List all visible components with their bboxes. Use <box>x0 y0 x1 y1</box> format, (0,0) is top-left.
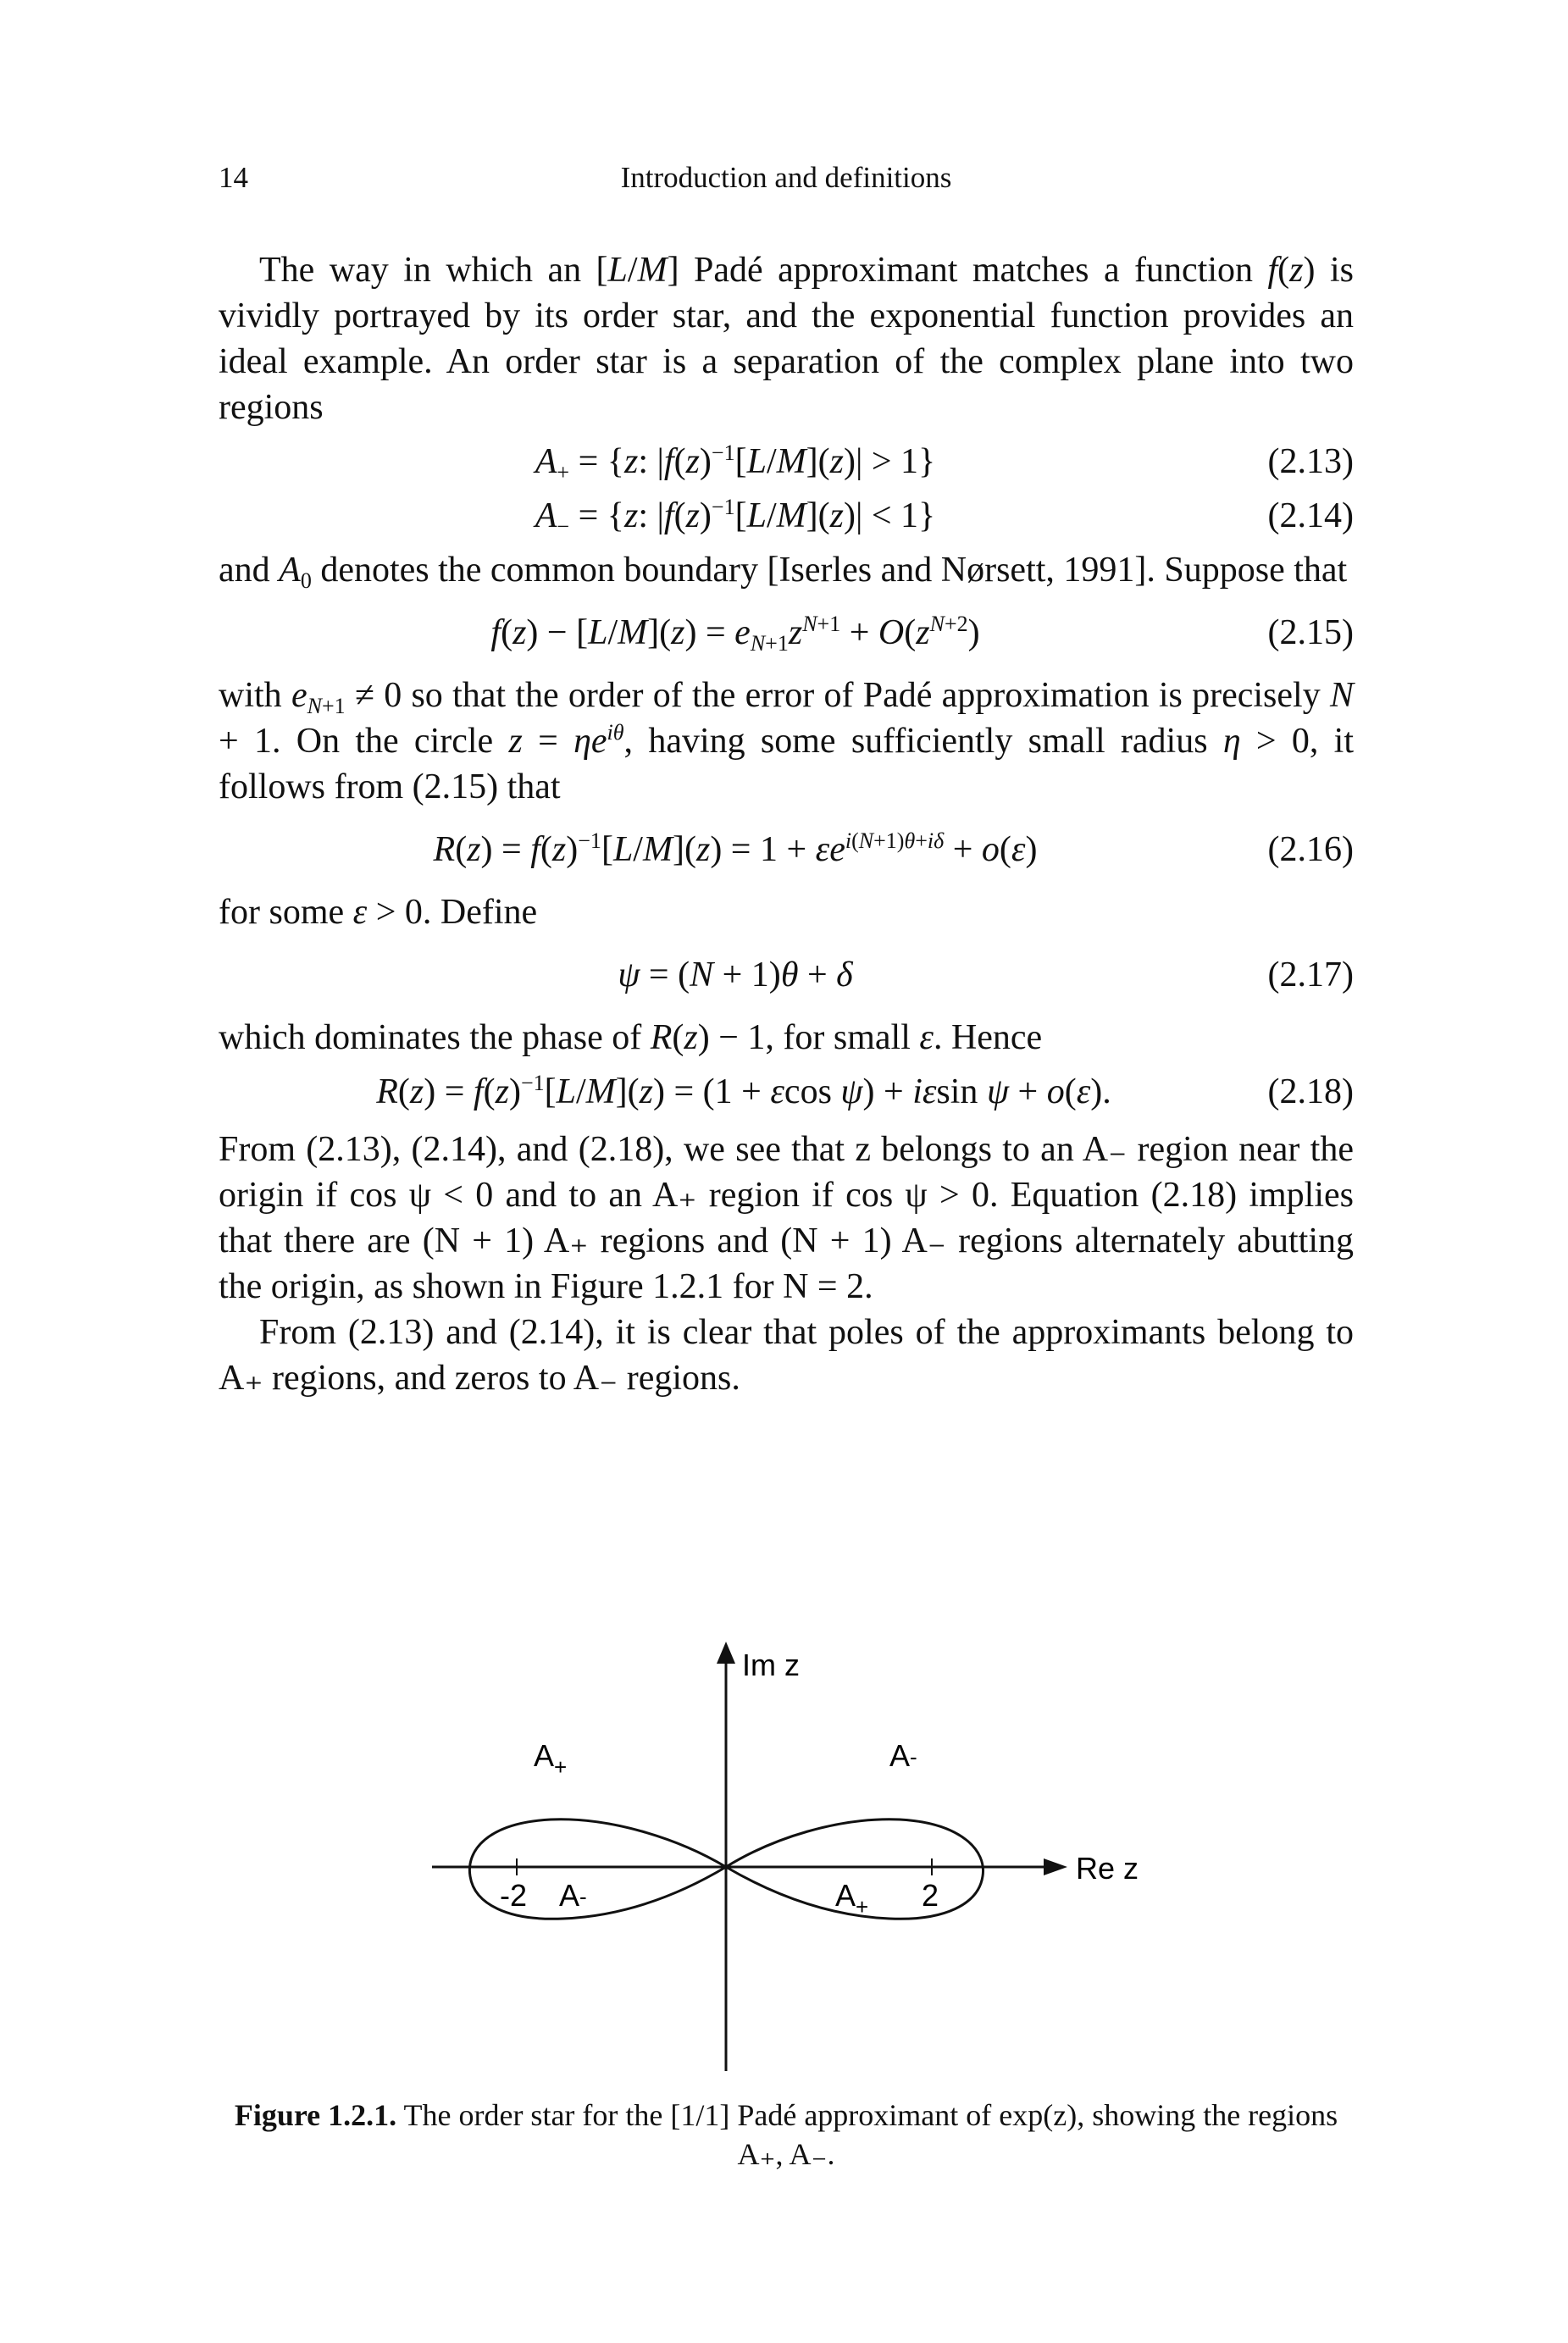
equation-number: (2.17) <box>1267 955 1354 994</box>
paragraph-3: with $e_{N+1} \ne 0$ so that the order of the error of Padé approximation is precisely N + 1. On the circle $z = \eta e^{i\theta}$, having some sufficiently small radius η > 0, it follows from (2.15) that <box>219 676 1355 806</box>
equation-number: (2.13) <box>1267 442 1354 481</box>
lobe-right-region: $A_+$ <box>835 1878 869 1919</box>
re-axis-label: Re z <box>1076 1851 1139 1886</box>
im-axis-label: Im z <box>742 1648 800 1682</box>
main-text <box>219 247 1354 1401</box>
region-label-upper-left: $A_+$ <box>534 1738 568 1780</box>
equation-2-13: $A_+ = \{z$: $|f(z)^{-1}[L/M](z)| > 1$} (2.13) <box>535 440 1354 485</box>
page-number: 14 <box>219 161 248 194</box>
equation-number: (2.18) <box>1267 1072 1354 1111</box>
paragraph-6: From (2.13), (2.14), and (2.18), we see that z belongs to an A₋ region near the origin if cos ψ < 0 and to an A₊ region if cos ψ > 0. Equation (2.18) implies that there are (N + 1) A₊ regions and (N + 1) A₋ regions alternately abutting the origin, as shown in Figure 1.2.1 for N = 2. <box>219 1130 1354 1306</box>
paragraph-5: which dominates the phase of R(z) − 1, for small ε. Hence <box>219 1018 1043 1057</box>
caption-text: The order star for the [1/1] Padé approximant of exp(z), showing the regions A₊, A₋. <box>396 2098 1338 2171</box>
running-header <box>219 161 1354 203</box>
re-axis-arrowhead <box>1044 1858 1067 1875</box>
running-title: Introduction and definitions <box>620 161 952 194</box>
im-axis-arrowhead <box>717 1642 735 1664</box>
paragraph-1: The way in which an [L/M] Padé approximant matches a function f(z) is vividly portrayed by its order star, and the exponential function provides an ideal example. An order star is a separation of the complex plane into two regions <box>219 251 1355 427</box>
paragraph-4: for some ε > 0. Define <box>219 893 538 932</box>
equation-number: (2.14) <box>1267 496 1354 535</box>
paragraph-7: From (2.13) and (2.14), it is clear that poles of the approximants belong to A₊ regions, and zeros to A₋ regions. <box>219 1313 1354 1398</box>
equation-2-14: $A_- = \{z$: $|f(z)^{-1}[L/M](z)| < 1$} (2.14) <box>535 495 1354 539</box>
equation-2-15: $f(z) - [L/M](z) = e_{N+1}z^{N+1} + O(z^{N+2})$ (2.15) <box>490 612 1354 656</box>
equation-2-17: ψ = (N + 1)θ + δ (2.17) <box>219 952 1354 998</box>
order-star-figure <box>407 1635 1169 2075</box>
equation-number: (2.15) <box>1267 613 1354 652</box>
region-label-upper-right: A- <box>889 1738 917 1773</box>
tick-label-left: -2 <box>500 1878 528 1913</box>
equation-2-18: $R(z) = f(z)^{-1}[L/M](z) = (1 + \varepsilon\cos$ ψ) + iεsin ψ + o(ε). (2.18) <box>219 1069 1354 1115</box>
tick-label-right: 2 <box>922 1878 939 1913</box>
caption-label: Figure 1.2.1. <box>234 2098 397 2132</box>
lobe-left-region: A- <box>559 1878 587 1913</box>
equation-number: (2.16) <box>1267 830 1354 869</box>
equation-2-16: $R(z) = f(z)^{-1}[L/M](z) = 1 + \varepsilon e^{i(N+1)\theta+i\delta} + o(\varepsilon)$ (2.16) <box>219 827 1354 872</box>
order-star-diagram <box>407 1635 1169 2075</box>
paragraph-2: and $A_0$ denotes the common boundary [Iserles and Nørsett, 1991]. Suppose that <box>219 551 1348 593</box>
figure-caption <box>219 2096 1354 2174</box>
